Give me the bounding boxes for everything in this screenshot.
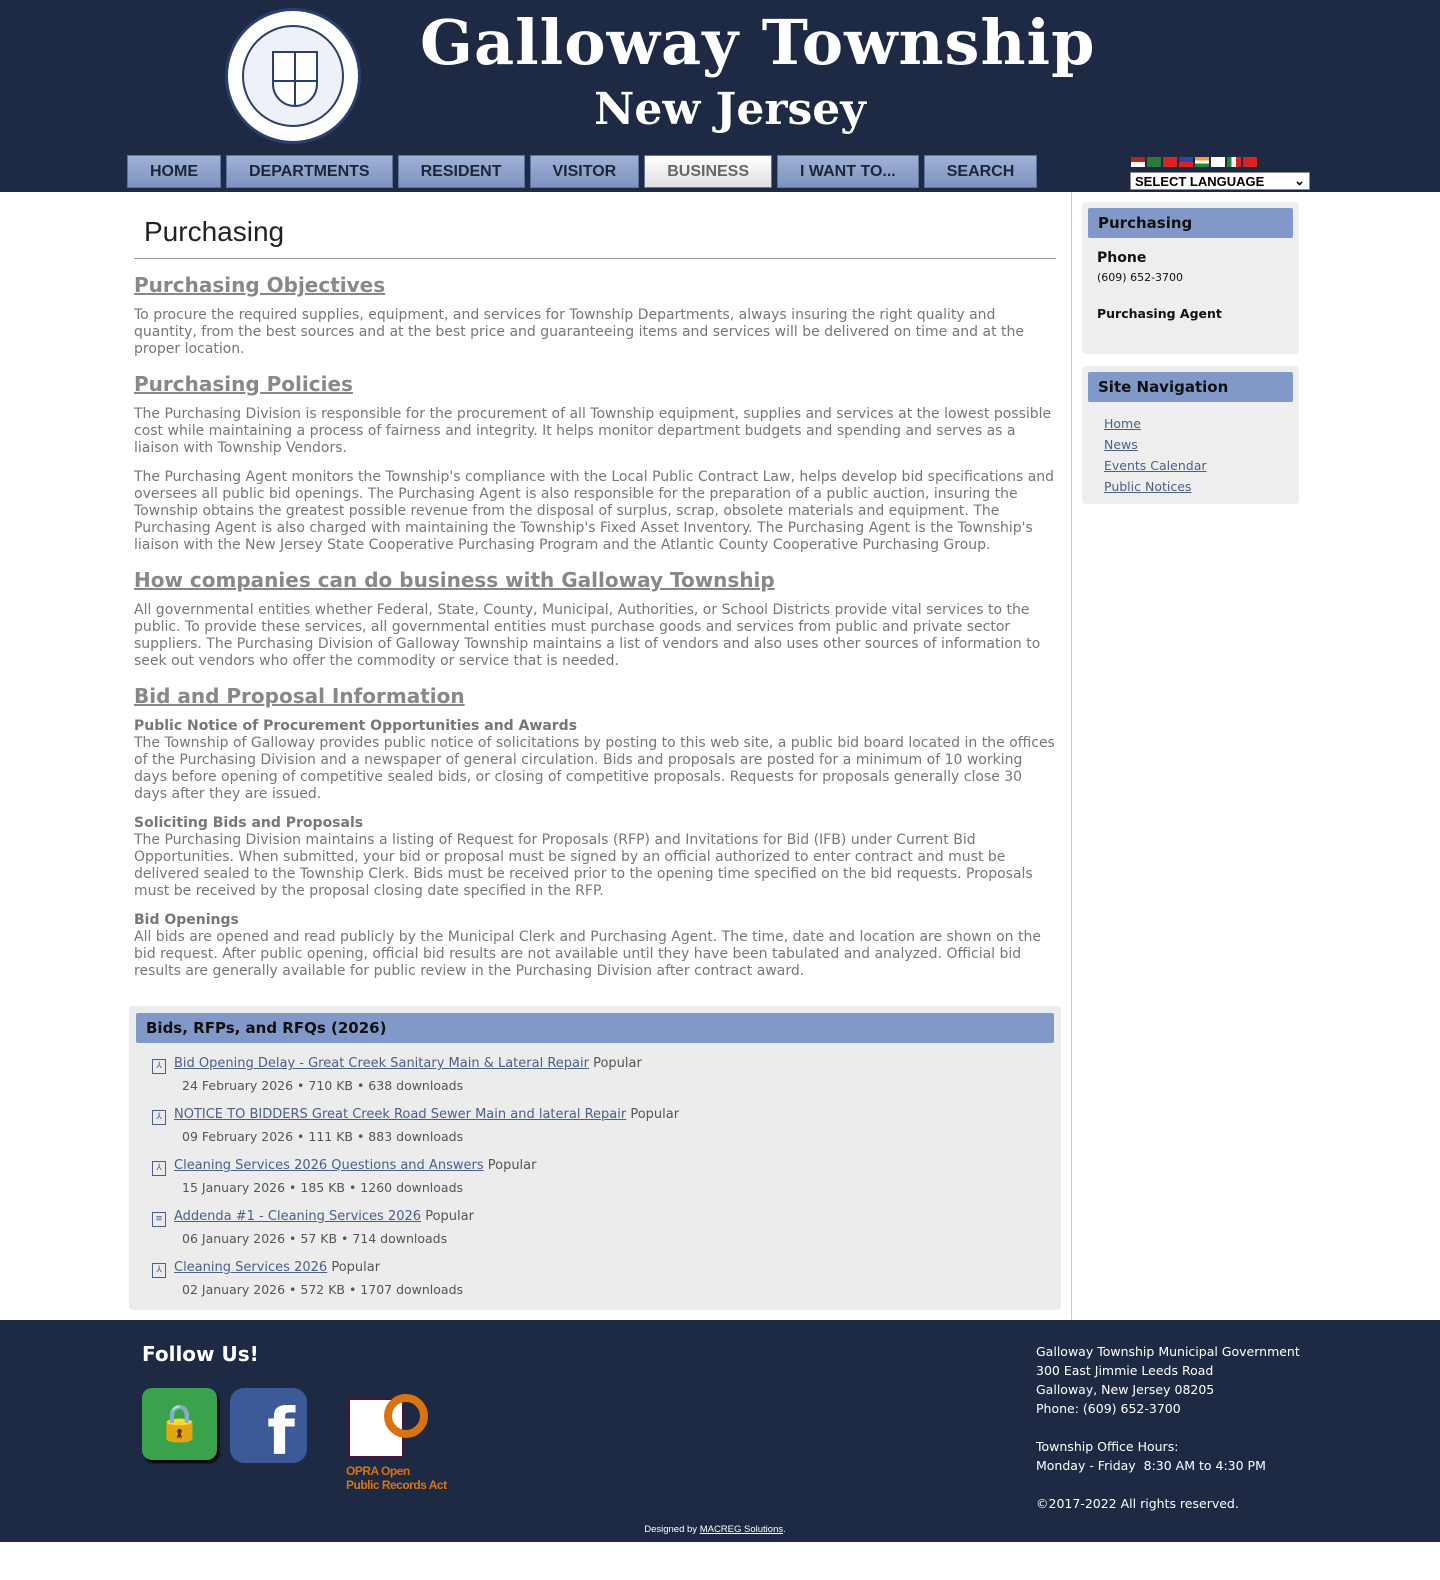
footer-address <box>1036 1342 1300 1513</box>
opra-text: OPRA Open <box>346 1464 410 1478</box>
contact-box <box>1082 202 1299 354</box>
document-meta: 06 January 2026 • 57 KB • 714 downloads <box>182 1231 448 1246</box>
page-title: Purchasing <box>134 192 1056 259</box>
document-item <box>152 1259 1054 1298</box>
nav-home[interactable]: HOME <box>127 155 221 188</box>
flag-korea-icon[interactable] <box>1211 157 1225 167</box>
paragraph-text: The Purchasing Division maintains a listing of Request for Proposals (RFP) and Invitations for Bid (IFB) under Current Bid Opportunities. When submitted, your bid or proposal must be signed by an official authorized to enter contract and must be delivered sealed to the Township Clerk. Bids must be received prior to the opening time specified on the bid requests. Proposals must be received by the proposal closing date specified in the RFP. <box>134 832 1033 899</box>
opra-label <box>346 1464 447 1492</box>
flag-vietnam-icon[interactable] <box>1243 157 1257 167</box>
language-flags <box>1131 157 1257 167</box>
section-heading: How companies can do business with Galloway Township <box>134 568 775 592</box>
pdf-icon[interactable]: ⅄ <box>152 1161 166 1176</box>
flag-mexico-icon[interactable] <box>1227 157 1241 167</box>
document-meta: 09 February 2026 • 111 KB • 883 downloads <box>182 1129 464 1144</box>
popular-badge: Popular <box>487 1158 537 1173</box>
language-select[interactable] <box>1130 172 1310 190</box>
document-link[interactable]: Bid Opening Delay - Great Creek Sanitary Main & Lateral Repair <box>174 1056 589 1071</box>
site-navigation-box <box>1082 366 1299 504</box>
contact-agent: Purchasing Agent <box>1097 306 1222 321</box>
macreg-link[interactable]: MACREG Solutions <box>699 1524 784 1535</box>
document-row <box>152 1106 1054 1125</box>
flag-haiti-icon[interactable] <box>1179 157 1193 167</box>
site-navigation-heading: Site Navigation <box>1088 372 1293 402</box>
address-line: Phone: (609) 652-3700 <box>1036 1401 1181 1416</box>
site-header <box>0 0 1440 192</box>
credit-suffix: . <box>783 1524 786 1535</box>
paragraph <box>134 815 1056 900</box>
nav-i-want-to[interactable]: I WANT TO... <box>777 155 919 188</box>
popular-badge: Popular <box>425 1209 474 1224</box>
flag-india-icon[interactable] <box>1195 157 1209 167</box>
paragraph: All governmental entities whether Federal, State, County, Municipal, Authorities, or School Districts provide vital services to the public. To provide these services, all governmental entities must purchase goods and services from public and private sector suppliers. The Purchasing Division of Galloway Township maintains a list of vendors and also uses other sources of information to seek out vendors who offer the commodity or service that is needed. <box>134 602 1041 669</box>
designer-credit <box>0 1524 1430 1535</box>
refresh-icon <box>384 1394 428 1438</box>
nav-resident[interactable]: RESIDENT <box>398 155 525 188</box>
paragraph-title: Bid Openings <box>134 912 239 928</box>
opra-logo[interactable] <box>346 1390 456 1500</box>
address-line: Galloway, New Jersey 08205 <box>1036 1382 1215 1397</box>
hours: Monday - Friday 8:30 AM to 4:30 PM <box>1036 1458 1266 1473</box>
main-content <box>134 192 1056 980</box>
document-item <box>152 1106 1054 1145</box>
paragraph: The Purchasing Division is responsible for the procurement of all Township equipment, supplies and services at the lowest possible cost while maintaining a process of fairness and integrity. It helps monitor department budgets and spending and serves as a liaison with Township Vendors. <box>134 406 1052 456</box>
nav-search[interactable]: SEARCH <box>924 155 1038 188</box>
document-link[interactable]: Addenda #1 - Cleaning Services 2026 <box>174 1209 422 1224</box>
paragraph-text: All bids are opened and read publicly by the Municipal Clerk and Purchasing Agent. The time, date and location are shown on the bid request. After public opening, official bid results are not available until they have been tabulated and analyzed. Official bid results are generally available for public review in the Purchasing Division after contract award. <box>134 929 1041 979</box>
site-title: Galloway Township <box>420 6 1096 79</box>
nav-visitor[interactable]: VISITOR <box>530 155 640 188</box>
paragraph: To procure the required supplies, equipment, and services for Township Departments, always insuring the right quality and quantity, from the best sources and at the best price and guaranteeing items and services will be delivered on time and at the proper location. <box>134 307 1025 357</box>
info-lock-icon[interactable]: 🔒 <box>142 1388 217 1460</box>
language-select-value: SELECT LANGUAGE <box>1135 173 1265 189</box>
township-seal-logo[interactable] <box>225 8 361 144</box>
document-item <box>152 1157 1054 1196</box>
nav-business[interactable]: BUSINESS <box>644 155 772 188</box>
document-icon[interactable]: ≡ <box>152 1212 166 1227</box>
popular-badge: Popular <box>331 1260 381 1275</box>
sidenav-events-calendar[interactable]: Events Calendar <box>1104 458 1207 473</box>
contact-heading: Purchasing <box>1088 208 1293 238</box>
pdf-icon[interactable]: ⅄ <box>152 1110 166 1125</box>
copyright: ©2017-2022 All rights reserved. <box>1036 1496 1239 1511</box>
document-link[interactable]: Cleaning Services 2026 <box>174 1260 328 1275</box>
document-meta: 24 February 2026 • 710 KB • 638 downloads <box>182 1078 464 1093</box>
flag-china-icon[interactable] <box>1163 157 1177 167</box>
paragraph-text: The Township of Galloway provides public notice of solicitations by posting to this web site, a public bid board located in the offices of the Purchasing Division and a newspaper of general circulation. Bids and proposals are posted for a minimum of 10 working days before opening of competitive sealed bids, or closing of competitive proposals. Requests for proposals generally close 30 days after they are issued. <box>134 735 1055 802</box>
bids-heading: Bids, RFPs, and RFQs (2026) <box>136 1013 1054 1043</box>
popular-badge: Popular <box>593 1056 642 1071</box>
site-subtitle: New Jersey <box>594 84 866 135</box>
chevron-down-icon: ⌄ <box>1294 173 1305 188</box>
popular-badge: Popular <box>630 1107 680 1122</box>
document-link[interactable]: Cleaning Services 2026 Questions and Answers <box>174 1158 484 1173</box>
credit-prefix: Designed by <box>644 1524 698 1535</box>
pdf-icon[interactable]: ⅄ <box>152 1263 166 1278</box>
flag-arabic-icon[interactable] <box>1147 157 1161 167</box>
nav-departments[interactable]: DEPARTMENTS <box>226 155 393 188</box>
document-meta: 02 January 2026 • 572 KB • 1707 downloads <box>182 1282 464 1297</box>
paragraph <box>134 718 1056 803</box>
document-row <box>152 1259 1054 1278</box>
document-row <box>152 1208 1054 1227</box>
main-nav <box>127 155 1037 188</box>
section-heading: Purchasing Policies <box>134 372 353 396</box>
document-item <box>152 1208 1054 1247</box>
phone-label: Phone <box>1097 250 1147 266</box>
document-list <box>136 1055 1054 1298</box>
sidebar <box>1071 192 1309 1320</box>
bids-documents-box <box>129 1006 1061 1310</box>
address-line: 300 East Jimmie Leeds Road <box>1036 1363 1214 1378</box>
paragraph <box>134 912 1056 980</box>
section-heading: Bid and Proposal Information <box>134 684 465 708</box>
document-meta: 15 January 2026 • 185 KB • 1260 downloads <box>182 1180 464 1195</box>
document-item <box>152 1055 1054 1094</box>
address-line: Galloway Township Municipal Government <box>1036 1344 1300 1359</box>
sidenav-home[interactable]: Home <box>1104 416 1141 431</box>
facebook-icon[interactable]: f <box>230 1388 307 1463</box>
document-link[interactable]: NOTICE TO BIDDERS Great Creek Road Sewer Main and lateral Repair <box>174 1107 627 1122</box>
paragraph-title: Soliciting Bids and Proposals <box>134 815 364 831</box>
left-column <box>129 192 1061 1320</box>
section-heading: Purchasing Objectives <box>134 273 386 297</box>
flag-us-icon[interactable] <box>1131 157 1145 167</box>
follow-us-heading: Follow Us! <box>142 1342 259 1366</box>
content-area <box>0 192 1440 1320</box>
site-footer <box>0 1320 1440 1542</box>
document-row <box>152 1157 1054 1176</box>
paragraph: The Purchasing Agent monitors the Township's compliance with the Local Public Contract Law, helps develop bid specifications and oversees all public bid openings. The Purchasing Agent is also responsible for the preparation of a public auction, insuring the Township obtains the greatest possible revenue from the disposal of surplus, scrap, obsolete materials and equipment. The Purchasing Agent is also charged with maintaining the Township's Fixed Asset Inventory. The Purchasing Agent is the Township's liaison with the New Jersey State Cooperative Purchasing Program and the Atlantic County Cooperative Purchasing Group. <box>134 469 1055 553</box>
opra-text: Public Records Act <box>346 1478 447 1492</box>
paragraph-title: Public Notice of Procurement Opportunities and Awards <box>134 718 578 734</box>
sidenav-public-notices[interactable]: Public Notices <box>1104 479 1192 494</box>
document-row <box>152 1055 1054 1074</box>
pdf-icon[interactable]: ⅄ <box>152 1059 166 1074</box>
hours-label: Township Office Hours: <box>1036 1439 1179 1454</box>
sidenav-news[interactable]: News <box>1104 437 1138 452</box>
phone-number: (609) 652-3700 <box>1097 271 1184 284</box>
